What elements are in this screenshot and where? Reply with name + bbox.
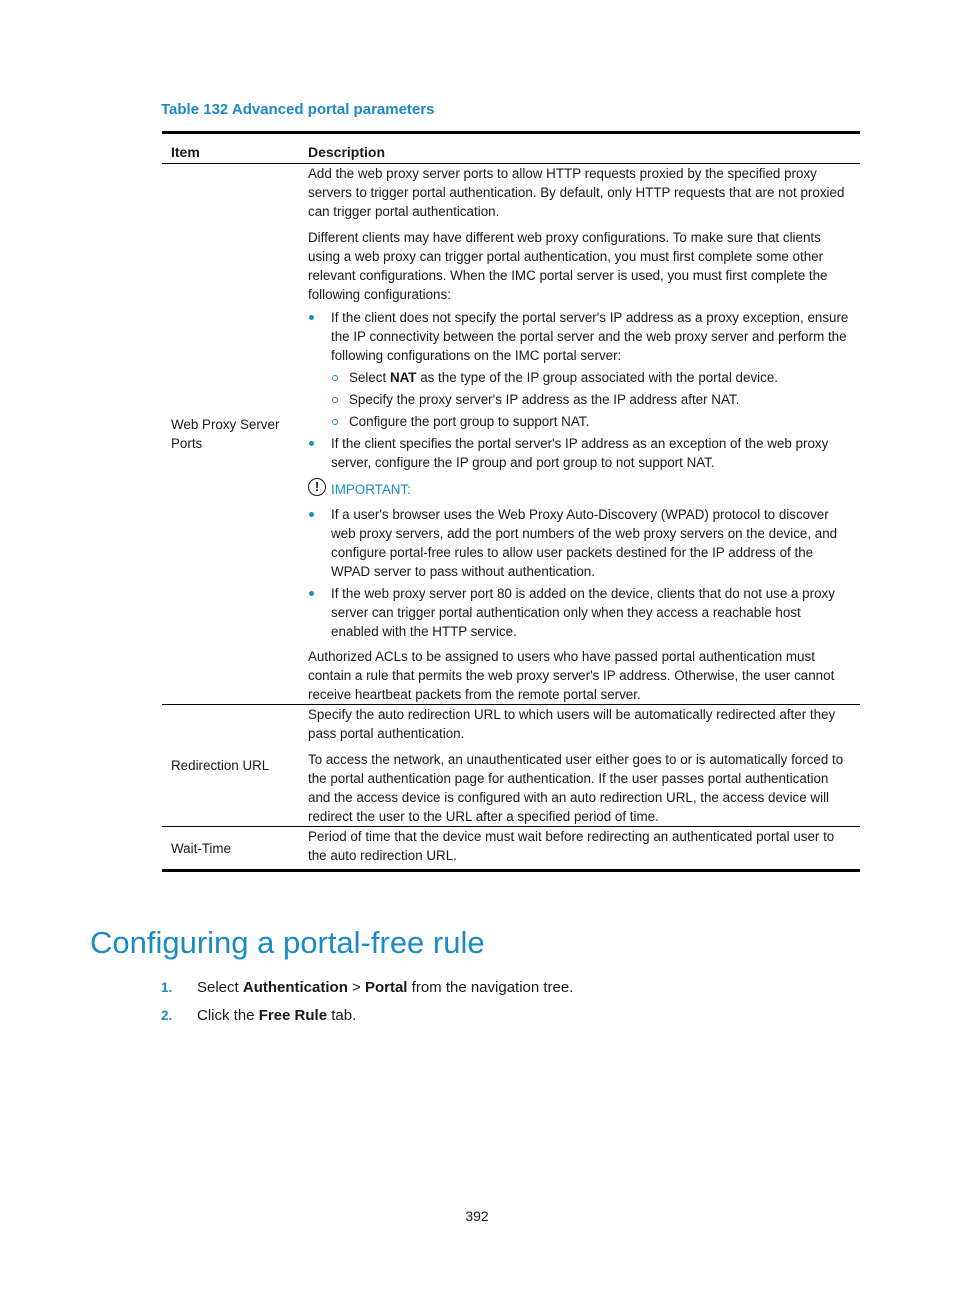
table-header-row — [162, 133, 860, 164]
paragraph: Authorized ACLs to be assigned to users who have passed portal authentication must contain a rule that permits the web proxy server's IP address. Otherwise, the user cannot receive heartbeat packets from the remote portal server. — [308, 649, 835, 702]
step-number: 1. — [161, 979, 173, 995]
paragraph: Different clients may have different web proxy configurations. To make sure that clients using a web proxy can trigger portal authentication, you must first complete some other relevant configurations. When the IMC portal server is used, you must first complete the following configurations: — [308, 230, 828, 302]
description-redirection-url — [299, 705, 860, 827]
item-redirection-url: Redirection URL — [162, 705, 299, 827]
item-wait-time: Wait-Time — [171, 840, 232, 856]
section-title: Configuring a portal-free rule — [90, 925, 485, 960]
sub-item: Configure the port group to support NAT. — [331, 412, 852, 431]
important-notice — [308, 480, 852, 499]
bullet-item: If the client specifies the portal server's IP address as an exception of the web proxy server, configure the IP group and port group to not support NAT. — [308, 434, 852, 472]
bullet-text: If the client does not specify the portal server's IP address as a proxy exception, ensure the IP connectivity between the portal server and the web proxy server and perform the following configurations on the IMC portal server: — [331, 310, 849, 363]
header-description: Description — [299, 133, 860, 164]
bullet-list — [308, 308, 852, 472]
steps-list — [161, 973, 573, 1029]
paragraph: Period of time that the device must wait before redirecting an authenticated portal user to the auto redirection URL. — [308, 829, 835, 863]
header-item: Item — [162, 133, 299, 164]
table-caption: Table 132 Advanced portal parameters — [161, 101, 435, 118]
sub-item: Select NAT as the type of the IP group associated with the portal device. — [331, 368, 852, 387]
bullet-item: If a user's browser uses the Web Proxy Auto-Discovery (WPAD) protocol to discover web proxy servers, add the port numbers of the web proxy servers on the device, and configure portal-free rules to allow user packets destined for the IP address of the WPAD server to pass without authentication. — [308, 505, 852, 581]
nat-keyword: NAT — [389, 370, 417, 385]
step-number: 2. — [161, 1007, 173, 1023]
item-web-proxy-ports: Web Proxy Server Ports — [162, 164, 299, 705]
step-text: Select Authentication > Portal from the navigation tree. — [197, 978, 574, 996]
free-rule-tab-label: Free Rule — [258, 1006, 328, 1024]
parameters-table — [162, 131, 860, 872]
paragraph: Specify the auto redirection URL to which users will be automatically redirected after they pass portal authentication. — [308, 707, 836, 741]
page-number: 392 — [465, 1208, 489, 1224]
step-text: Click the Free Rule tab. — [197, 1006, 357, 1024]
warning-icon: ! — [308, 478, 326, 496]
table-row — [162, 164, 860, 705]
step-item — [161, 973, 573, 1001]
table-row — [162, 827, 860, 871]
paragraph: To access the network, an unauthenticated user either goes to or is automatically forced to the portal authentication page for authentication. If the user passes portal authentication and the access device is configured with an auto redirection URL, the access device will redirect the user to the URL after a specified period of time. — [308, 752, 844, 824]
sub-item: Specify the proxy server's IP address as the IP address after NAT. — [331, 390, 852, 409]
authentication-menu-label: Authentication — [242, 978, 348, 996]
important-label: IMPORTANT: — [331, 482, 411, 497]
bullet-item — [308, 308, 852, 431]
bullet-item: If the web proxy server port 80 is added on the device, clients that do not use a proxy server can trigger portal authentication only when they access a reachable host enabled with the HTTP service. — [308, 584, 852, 641]
important-bullet-list — [308, 505, 852, 641]
sub-list — [331, 368, 852, 431]
description-wait-time — [299, 827, 860, 871]
portal-menu-label: Portal — [364, 978, 408, 996]
step-item — [161, 1001, 573, 1029]
paragraph: Add the web proxy server ports to allow HTTP requests proxied by the specified proxy servers to trigger portal authentication. By default, only HTTP requests that are not proxied can trigger portal authentication. — [308, 166, 845, 219]
table-row — [162, 705, 860, 827]
description-web-proxy-ports — [299, 164, 860, 705]
